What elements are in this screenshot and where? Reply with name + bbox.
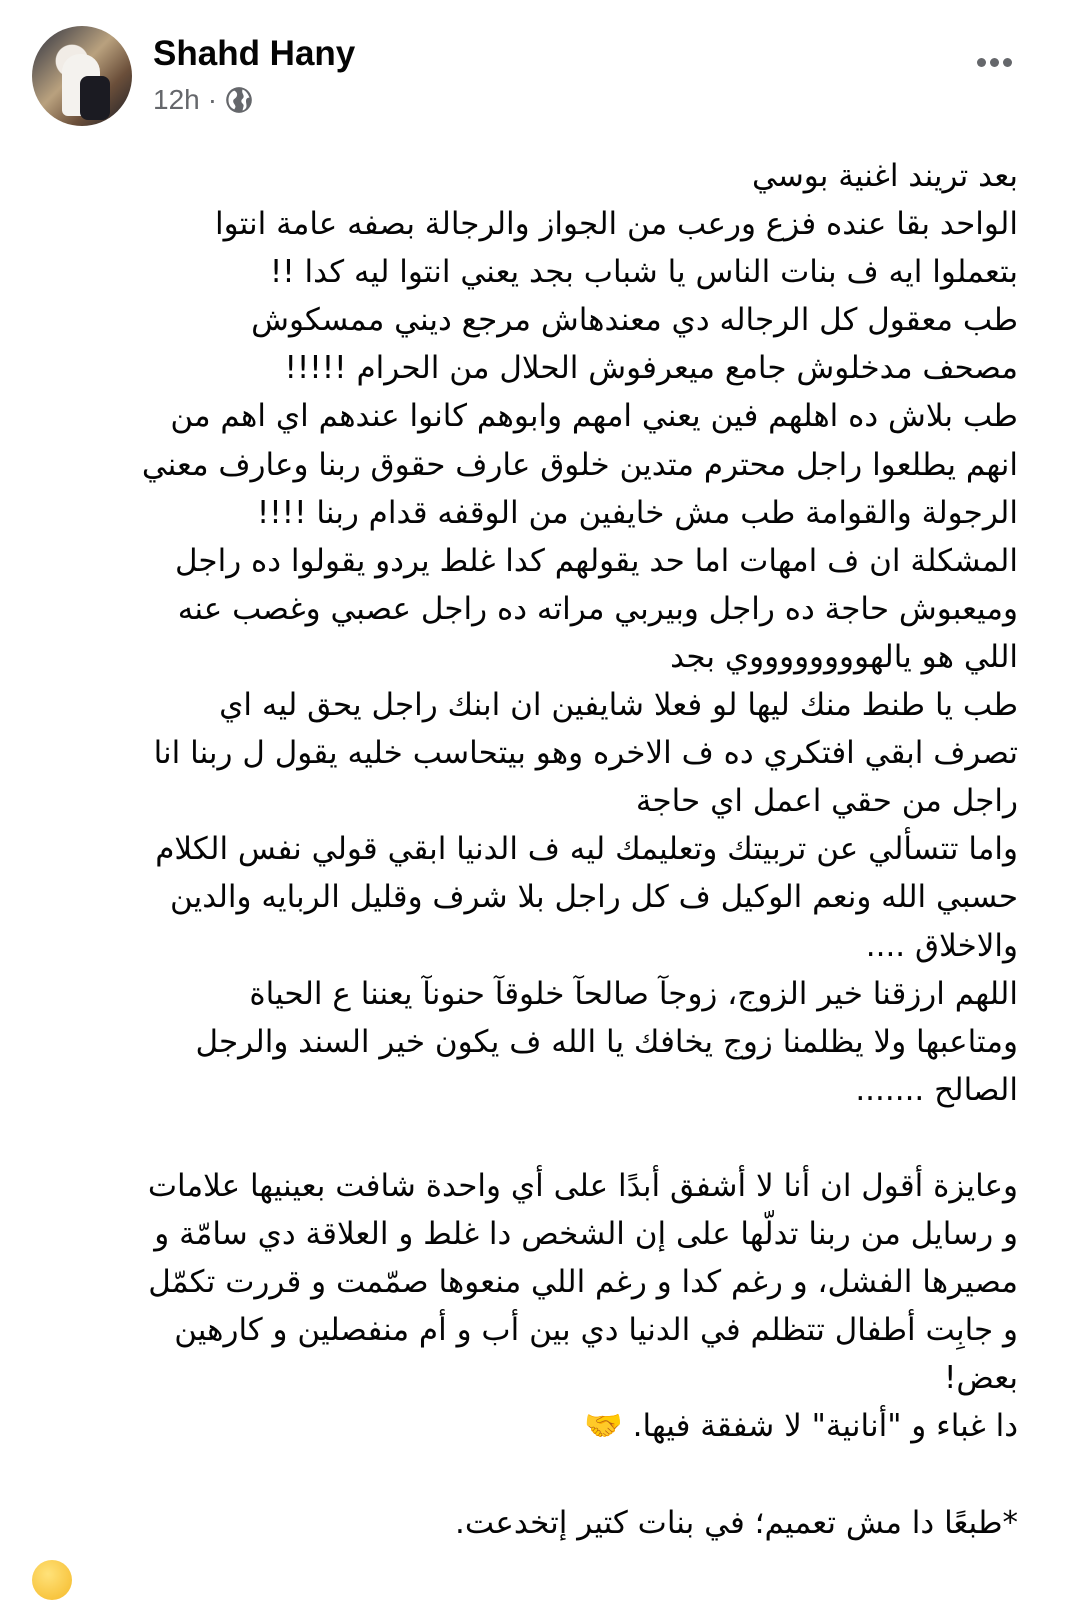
post-line: وميعبوش حاجة ده راجل وبيربي مراته ده راجل عصبي وغصب عنه [177,590,1018,627]
post-line: انهم يطلعوا راجل محترم متدين خلوق عارف حقوق ربنا وعارف معني [141,446,1018,483]
post-line: الرجولة والقوامة طب مش خايفين من الوقفه قدام ربنا !!!! [256,494,1018,531]
post-meta [153,84,253,116]
post-line: الصالح ....... [855,1071,1018,1108]
blank-line [28,1114,1018,1162]
blank-line [28,1451,1018,1499]
post-line: راجل من حقي اعمل اي حاجة [635,783,1018,820]
post-line: بعد تريند اغنية بوسي [751,158,1018,194]
post-line: طب بلاش ده اهلهم فين يعني امهم وابوهم كانوا عندهم اي اهم من [170,398,1018,435]
post-line: اللهم ارزقنا خير الزوج، زوجآ صالحآ خلوقآ حنونآ يعننا ع الحياة [249,975,1018,1012]
post-line: والاخلاق .... [865,927,1018,964]
avatar[interactable] [32,26,132,126]
post-line: مصحف مدخلوش جامع ميعرفوش الحلال من الحرام !!!!! [284,350,1018,387]
globe-icon [225,86,253,114]
post-line: طب يا طنط منك ليها لو فعلا شايفين ان ابنك راجل يحق ليه اي [219,687,1018,724]
author-name[interactable]: Shahd Hany [153,34,356,73]
post-line: طب معقول كل الرجاله دي معندهاش مرجع ديني ممسكوش [251,302,1018,339]
separator: · [207,84,218,115]
post-line: بتعملوا ايه ف بنات الناس يا شباب بجد يعني انتوا ليه كدا !! [269,254,1018,291]
post-line: و رسايل من ربنا تدلّها على إن الشخص دا غلط و العلاقة دي سامّة و [154,1216,1018,1253]
post-line: حسبي الله ونعم الوكيل ف كل راجل بلا شرف وقليل الربايه والدين [169,879,1018,916]
post-line: اللي هو يالهووووووووي بجد [670,638,1018,675]
post-line: واما تتسألي عن تربيتك وتعليمك ليه ف الدنيا ابقي قولي نفس الكلام [155,831,1018,868]
post-header [0,0,1070,140]
post-line: المشكلة ان ف امهات اما حد يقولهم كدا غلط يردو يقولوا ده راجل [174,542,1018,579]
post-line: و جابِت أطفال تتظلم في الدنيا دي بين أب و أم منفصلين و كارهين [174,1312,1018,1349]
post-line: وعايزة أقول ان أنا لا أشفق أبدًا على أي واحدة شافت بعينيها علامات [147,1167,1018,1204]
post-line: مصيرها الفشل، و رغم كدا و رغم اللي منعوها صمّمت و قررت تكمّل [148,1264,1018,1301]
post-line: تصرف ابقي افتكري ده ف الاخره وهو بيتحاسب خليه يقول ل ربنا انا [153,735,1018,772]
reaction-emoji-icon[interactable] [32,1560,72,1600]
post-line: الواحد بقا عنده فزع ورعب من الجواز والرجالة بصفه عامة انتوا [215,206,1018,243]
post-time[interactable]: 12h [153,84,200,115]
post-line: ومتاعبها ولا يظلمنا زوج يخافك يا الله ف يكون خير السند والرجل [195,1023,1018,1060]
post-body [28,152,1018,1547]
post-line: بعض! [944,1360,1018,1397]
post-line: *طبعًا دا مش تعميم؛ في بنات كتير إتخدعت. [455,1504,1018,1541]
post-line: دا غباء و "أنانية" لا شفقة فيها. 🤝 [584,1408,1018,1445]
more-options-button[interactable] [975,40,1014,75]
